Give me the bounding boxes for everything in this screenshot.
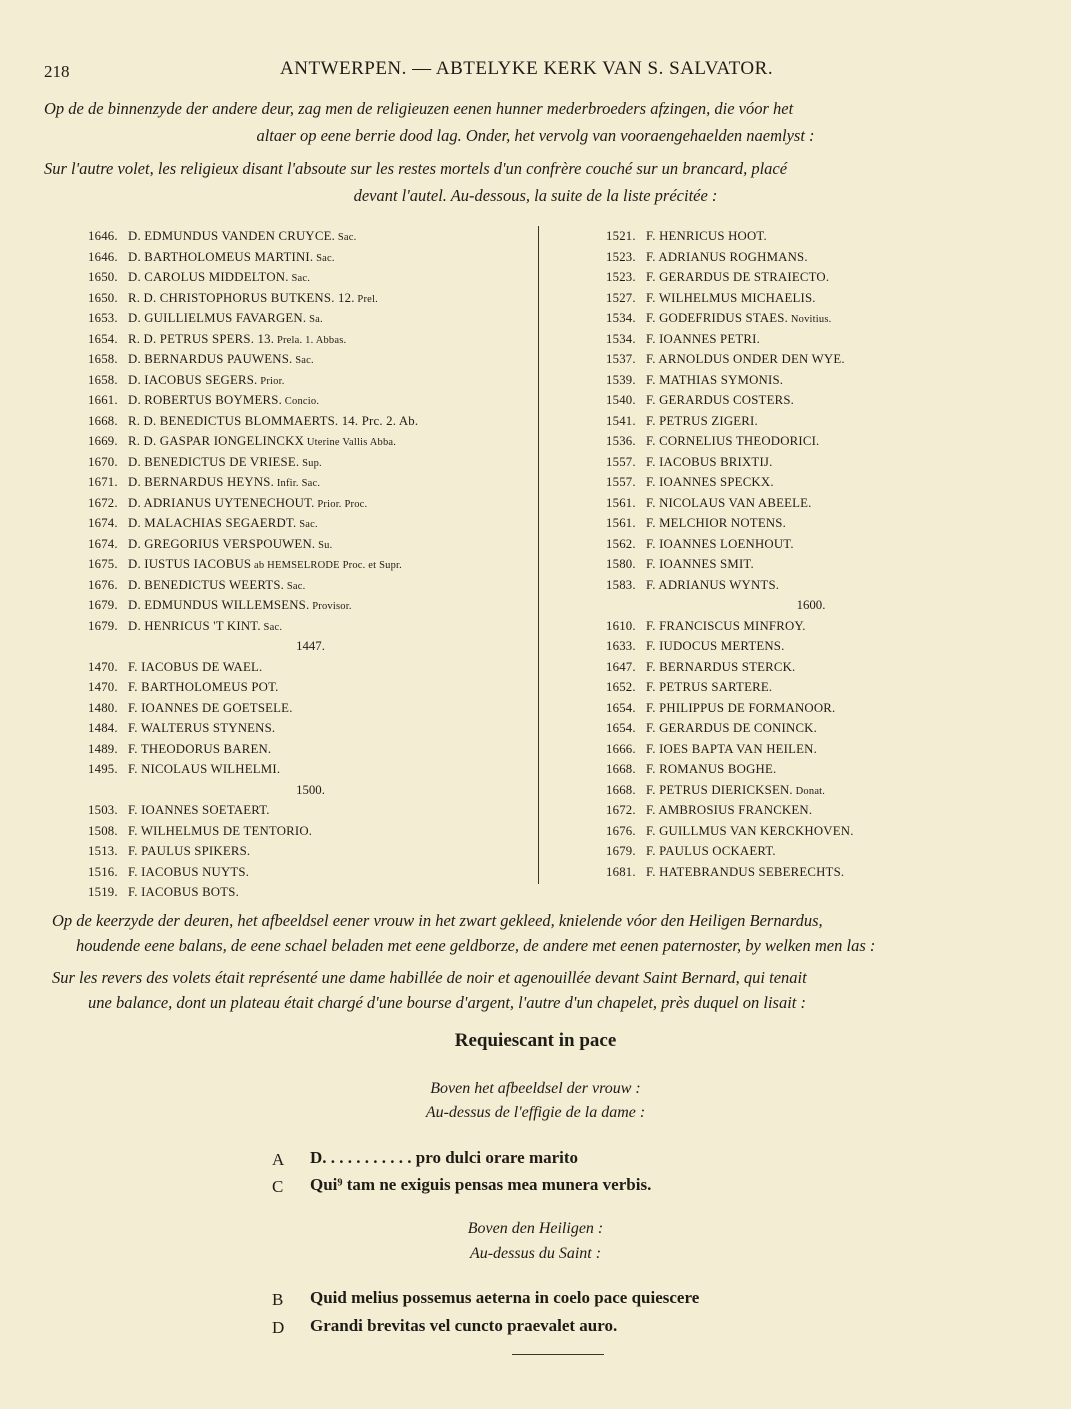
entry-name: D. GUILLIELMUS FAVARGEN. (128, 311, 307, 325)
entry-name: R. D. GASPAR IONGELINCKX (128, 434, 305, 448)
entry-name: F. PAULUS OCKAERT. (646, 844, 776, 858)
list-item (88, 513, 533, 534)
entry-name: D. MALACHIAS SEGAERDT. (128, 516, 297, 530)
list-item (606, 841, 1016, 862)
entry-name: F. GERARDUS DE CONINCK. (646, 721, 818, 735)
entry-year: 1508. (88, 823, 118, 838)
list-item (88, 308, 533, 329)
entry-note: Sac. (292, 355, 314, 366)
list-item (606, 349, 1016, 370)
list-item (606, 616, 1016, 637)
entry-year: 1650. (88, 270, 118, 284)
list-item (606, 800, 1016, 821)
list-item (606, 370, 1016, 391)
entry-year: 1523. (606, 270, 636, 284)
entry-name: F. IOES BAPTA VAN HEILEN. (646, 741, 817, 756)
entry-name: F. NICOLAUS WILHELMI. (128, 762, 281, 776)
entry-year: 1480. (88, 700, 118, 715)
list-item (88, 390, 533, 411)
list-item (88, 616, 533, 637)
entry-year: 1557. (606, 454, 636, 469)
list-item (88, 821, 533, 842)
list-item (88, 575, 533, 596)
entry-year: 1633. (606, 639, 636, 653)
entry-year: 1676. (606, 823, 636, 838)
year-subheading: 1500. (296, 782, 325, 797)
entry-note: Sac. (284, 580, 306, 592)
inscription-letter-b: B (272, 1290, 284, 1309)
entry-year: 1470. (88, 680, 118, 694)
year-subheading: 1600. (796, 598, 826, 612)
entry-year: 1513. (88, 844, 118, 858)
list-item (88, 349, 533, 370)
entry-year: 1516. (88, 864, 118, 879)
entry-name: F. GODEFRIDUS STAES. (646, 311, 789, 325)
entry-year: 1679. (88, 598, 118, 612)
entry-year: 1668. (88, 413, 118, 428)
entry-name: F. IOANNES SMIT. (646, 557, 754, 571)
entry-year: 1561. (606, 516, 636, 530)
entry-name: F. IOANNES LOENHOUT. (646, 536, 794, 551)
list-item (606, 493, 1016, 514)
reverse-nl-line2: houdende eene balans, de eene schael beladen met eene geldborze, de andere met eenen paternoster, by welken men las : (76, 936, 876, 955)
entry-year: 1654. (606, 721, 636, 735)
list-item (88, 739, 533, 760)
entry-year: 1674. (88, 536, 118, 551)
entry-year: 1534. (606, 331, 636, 346)
list-item (88, 718, 533, 739)
entry-name: F. IOANNES SPECKX. (646, 475, 774, 489)
running-title: ANTWERPEN. — ABTELYKE KERK VAN S. SALVATOR. (280, 58, 774, 79)
entry-name: D. BENEDICTUS WEERTS. (128, 577, 285, 592)
entry-note: Provisor. (309, 601, 352, 612)
motto: Requiescant in pace (454, 1030, 617, 1051)
entry-year: 1540. (606, 393, 636, 407)
entry-year: 1484. (88, 721, 118, 735)
list-item (606, 431, 1016, 452)
list-item (606, 226, 1016, 247)
entry-note: Sac. (296, 519, 318, 530)
entry-year: 1671. (88, 475, 118, 489)
entry-name: F. IOANNES SOETAERT. (128, 803, 270, 817)
entry-name: D. BERNARDUS PAUWENS. (128, 352, 293, 366)
reverse-fr-line2: une balance, dont un plateau était chargé d'une bourse d'argent, l'autre d'un chapelet, près duquel on lisait : (88, 993, 806, 1012)
entry-name: F. FRANCISCUS MINFROY. (646, 618, 806, 633)
list-item (88, 862, 533, 883)
entry-note: Sup. (299, 457, 322, 469)
list-item (606, 247, 1016, 268)
entry-name: F. GERARDUS DE STRAIECTO. (646, 270, 830, 284)
entry-name: F. HATEBRANDUS SEBERECHTS. (646, 864, 845, 879)
inscription-letter-a: A (272, 1150, 285, 1169)
entry-year: 1672. (606, 803, 636, 817)
intro-nl-line1: Op de de binnenzyde der andere deur, zag men de religieuzen eenen hunner mederbroeders afzingen, die vóor het (44, 99, 794, 118)
entry-name: F. BERNARDUS STERCK. (646, 659, 796, 674)
list-item (606, 390, 1016, 411)
list-item (88, 370, 533, 391)
closing-rule (512, 1354, 604, 1355)
intro-fr-line2: devant l'autel. Au-dessous, la suite de la liste précitée : (353, 186, 718, 205)
entry-name: F. WILHELMUS DE TENTORIO. (128, 823, 313, 838)
inscription-line-d: Grandi brevitas vel cuncto praevalet auro. (310, 1316, 618, 1335)
entry-note: Sac. (288, 273, 311, 284)
reverse-fr-line1: Sur les revers des volets était représenté une dame habillée de noir et agenouillée devant Saint Bernard, qui tenait (52, 968, 807, 987)
entry-name: F. IACOBUS BRIXTIJ. (646, 454, 773, 469)
intro-fr-line1: Sur l'autre volet, les religieux disant l'absoute sur les restes mortels d'un confrère couché sur un brancard, placé (44, 159, 788, 178)
list-item (88, 759, 533, 780)
entry-name: F. ADRIANUS WYNTS. (646, 577, 780, 592)
entry-year: 1654. (606, 700, 636, 715)
list-item (606, 575, 1016, 596)
entry-name: F. IUDOCUS MERTENS. (646, 639, 785, 653)
entry-name: R. D. BENEDICTUS BLOMMAERTS. 14. Prc. 2. Ab. (128, 413, 419, 428)
entry-year: 1674. (88, 516, 118, 530)
entry-year: 1658. (88, 372, 118, 387)
list-item (88, 493, 533, 514)
list-item (88, 247, 533, 268)
year-subheading: 1447. (296, 639, 325, 653)
entry-year: 1668. (606, 762, 636, 776)
entry-name: F. IACOBUS BOTS. (128, 885, 239, 899)
entry-note: Novitius. (788, 314, 832, 325)
inscription-line-b: Quid melius possemus aeterna in coelo pace quiescere (310, 1288, 700, 1307)
entry-year: 1527. (606, 290, 636, 305)
entry-name: F. GERARDUS COSTERS. (646, 393, 795, 407)
list-item (606, 718, 1016, 739)
inscription-line-c: Qui⁹ tam ne exiguis pensas mea munera verbis. (310, 1175, 652, 1194)
list-item (88, 472, 533, 493)
entry-year: 1539. (606, 372, 636, 387)
entry-name: F. IACOBUS DE WAEL. (128, 659, 263, 674)
entry-year: 1675. (88, 557, 118, 571)
entry-name: D. ADRIANUS UYTENECHOUT. (128, 495, 315, 510)
entry-year: 1652. (606, 680, 636, 694)
entry-year: 1681. (606, 864, 636, 879)
entry-name: D. BERNARDUS HEYNS. (128, 475, 275, 489)
entry-name: D. IUSTUS IACOBUS (128, 557, 252, 571)
list-item (88, 595, 533, 616)
entry-year: 1661. (88, 393, 118, 407)
entry-year: 1557. (606, 475, 636, 489)
entry-year: 1580. (606, 557, 636, 571)
list-item (606, 677, 1016, 698)
list-item (606, 513, 1016, 534)
woman-caption-nl: Boven het afbeeldsel der vrouw : (430, 1080, 641, 1097)
necrology-list (88, 226, 1048, 899)
entry-year: 1672. (88, 495, 118, 510)
entry-name: D. CAROLUS MIDDELTON. (128, 270, 289, 284)
list-item (88, 554, 533, 575)
list-item (88, 677, 533, 698)
entry-year: 1653. (88, 311, 118, 325)
entry-year: 1523. (606, 249, 636, 264)
entry-note: Sac. (335, 232, 357, 243)
inscription-line-a: D. . . . . . . . . . . pro dulci orare marito (310, 1148, 579, 1167)
list-item (88, 534, 533, 555)
entry-name: F. IOANNES PETRI. (646, 331, 760, 346)
entry-year: 1670. (88, 454, 118, 469)
list-item (606, 329, 1016, 350)
entry-year: 1495. (88, 762, 118, 776)
entry-note: Sac. (260, 621, 283, 633)
entry-name: F. NICOLAUS VAN ABEELE. (646, 495, 812, 510)
entry-note: Sa. (306, 314, 323, 325)
entry-name: D. ROBERTUS BOYMERS. (128, 393, 282, 407)
entry-year: 1650. (88, 290, 118, 305)
entry-year: 1679. (88, 618, 118, 633)
entry-year: 1489. (88, 741, 118, 756)
entry-name: F. WALTERUS STYNENS. (128, 721, 276, 735)
left-column (88, 226, 533, 903)
saint-caption-nl: Boven den Heiligen : (467, 1220, 604, 1237)
entry-year: 1536. (606, 434, 636, 448)
list-item (88, 267, 533, 288)
woman-caption-fr: Au-dessus de l'effigie de la dame : (425, 1104, 646, 1121)
entry-year: 1669. (88, 434, 118, 448)
list-item (606, 288, 1016, 309)
intro-nl-line2: altaer op eene berrie dood lag. Onder, het vervolg van vooraengehaelden naemlyst : (256, 126, 815, 145)
entry-year: 1654. (88, 331, 118, 346)
list-item (606, 308, 1016, 329)
list-item (88, 431, 533, 452)
entry-name: F. ROMANUS BOGHE. (646, 762, 777, 776)
entry-name: F. ARNOLDUS ONDER DEN WYE. (646, 352, 845, 366)
entry-name: D. EDMUNDUS VANDEN CRUYCE. (128, 229, 336, 243)
list-item (606, 452, 1016, 473)
entry-name: D. EDMUNDUS WILLEMSENS. (128, 598, 310, 612)
list-item (88, 226, 533, 247)
entry-name: D. GREGORIUS VERSPOUWEN. (128, 536, 316, 551)
entry-note: Uterine Vallis Abba. (304, 437, 397, 448)
entry-year: 1521. (606, 229, 636, 243)
entry-name: F. ADRIANUS ROGHMANS. (646, 249, 808, 264)
page-header (44, 58, 1044, 84)
entry-note: Infir. Sac. (274, 478, 321, 489)
entry-name: F. PAULUS SPIKERS. (128, 844, 251, 858)
list-item (88, 411, 533, 432)
entry-name: F. GUILLMUS VAN KERCKHOVEN. (646, 823, 854, 838)
list-item (606, 739, 1016, 760)
entry-year: 1537. (606, 352, 636, 366)
entry-name: F. THEODORUS BAREN. (128, 741, 272, 756)
entry-year: 1503. (88, 803, 118, 817)
entry-name: D. HENRICUS 'T KINT. (128, 618, 261, 633)
entry-name: D. BENEDICTUS DE VRIESE. (128, 454, 300, 469)
entry-year: 1534. (606, 311, 636, 325)
entry-year: 1561. (606, 495, 636, 510)
entry-note: Prela. 1. Abbas. (274, 334, 347, 346)
saint-caption-fr: Au-dessus du Saint : (469, 1245, 602, 1262)
entry-year: 1647. (606, 659, 636, 674)
entry-name: F. PETRUS SARTERE. (646, 680, 773, 694)
list-item (88, 329, 533, 350)
list-item (606, 821, 1016, 842)
right-column (606, 226, 1016, 882)
list-item (606, 862, 1016, 883)
entry-year: 1658. (88, 352, 118, 366)
inscription-letter-c: C (272, 1177, 284, 1196)
list-item (606, 780, 1016, 801)
entry-year: 1668. (606, 782, 636, 797)
list-item (606, 534, 1016, 555)
entry-name: F. PETRUS DIERICKSEN. (646, 782, 793, 797)
entry-note: Prel. (354, 293, 378, 305)
entry-name: F. HENRICUS HOOT. (646, 229, 767, 243)
entry-year: 1519. (88, 885, 118, 899)
reverse-nl-line1: Op de keerzyde der deuren, het afbeeldsel eener vrouw in het zwart gekleed, knielende vóor den Heiligen Bernardus, (52, 911, 823, 930)
page-number: 218 (44, 62, 70, 81)
list-item (606, 698, 1016, 719)
entry-note: Prior. Proc. (314, 498, 368, 510)
entry-year: 1610. (606, 618, 636, 633)
list-item (606, 267, 1016, 288)
entry-name: D. IACOBUS SEGERS. (128, 372, 258, 387)
entry-year: 1666. (606, 741, 636, 756)
list-item (606, 657, 1016, 678)
list-item (606, 759, 1016, 780)
list-item (88, 698, 533, 719)
list-item (88, 657, 533, 678)
entry-year: 1562. (606, 536, 636, 551)
list-item (88, 800, 533, 821)
list-item (606, 472, 1016, 493)
entry-name: F. PHILIPPUS DE FORMANOOR. (646, 700, 836, 715)
list-item (606, 411, 1016, 432)
entry-year: 1646. (88, 249, 118, 264)
entry-name: R. D. PETRUS SPERS. 13. (128, 331, 275, 346)
entry-name: R. D. CHRISTOPHORUS BUTKENS. 12. (128, 290, 355, 305)
entry-name: F. PETRUS ZIGERI. (646, 413, 758, 428)
entry-name: F. WILHELMUS MICHAELIS. (646, 290, 816, 305)
entry-note: Donat. (792, 785, 826, 797)
list-item (88, 288, 533, 309)
entry-year: 1676. (88, 577, 118, 592)
entry-name: F. MATHIAS SYMONIS. (646, 372, 784, 387)
entry-name: F. BARTHOLOMEUS POT. (128, 680, 279, 694)
entry-name: F. MELCHIOR NOTENS. (646, 516, 786, 530)
entry-name: F. AMBROSIUS FRANCKEN. (646, 803, 813, 817)
entry-note: Sac. (313, 252, 335, 264)
entry-note: Su. (315, 539, 333, 551)
entry-note: Prior. (257, 375, 285, 387)
list-item (88, 841, 533, 862)
inscription-letter-d: D (272, 1318, 285, 1337)
list-item (88, 452, 533, 473)
entry-name: F. IACOBUS NUYTS. (128, 864, 250, 879)
column-divider (538, 226, 539, 884)
entry-year: 1470. (88, 659, 118, 674)
entry-year: 1583. (606, 577, 636, 592)
entry-note: ab HEMSELRODE Proc. et Supr. (251, 560, 402, 571)
entry-year: 1541. (606, 413, 636, 428)
entry-note: Concio. (281, 396, 320, 407)
list-item (88, 882, 533, 903)
list-item (606, 636, 1016, 657)
entry-year: 1646. (88, 229, 118, 243)
entry-name: F. IOANNES DE GOETSELE. (128, 700, 293, 715)
entry-name: F. CORNELIUS THEODORICI. (646, 434, 820, 448)
entry-year: 1679. (606, 844, 636, 858)
entry-name: D. BARTHOLOMEUS MARTINI. (128, 249, 314, 264)
list-item (606, 554, 1016, 575)
